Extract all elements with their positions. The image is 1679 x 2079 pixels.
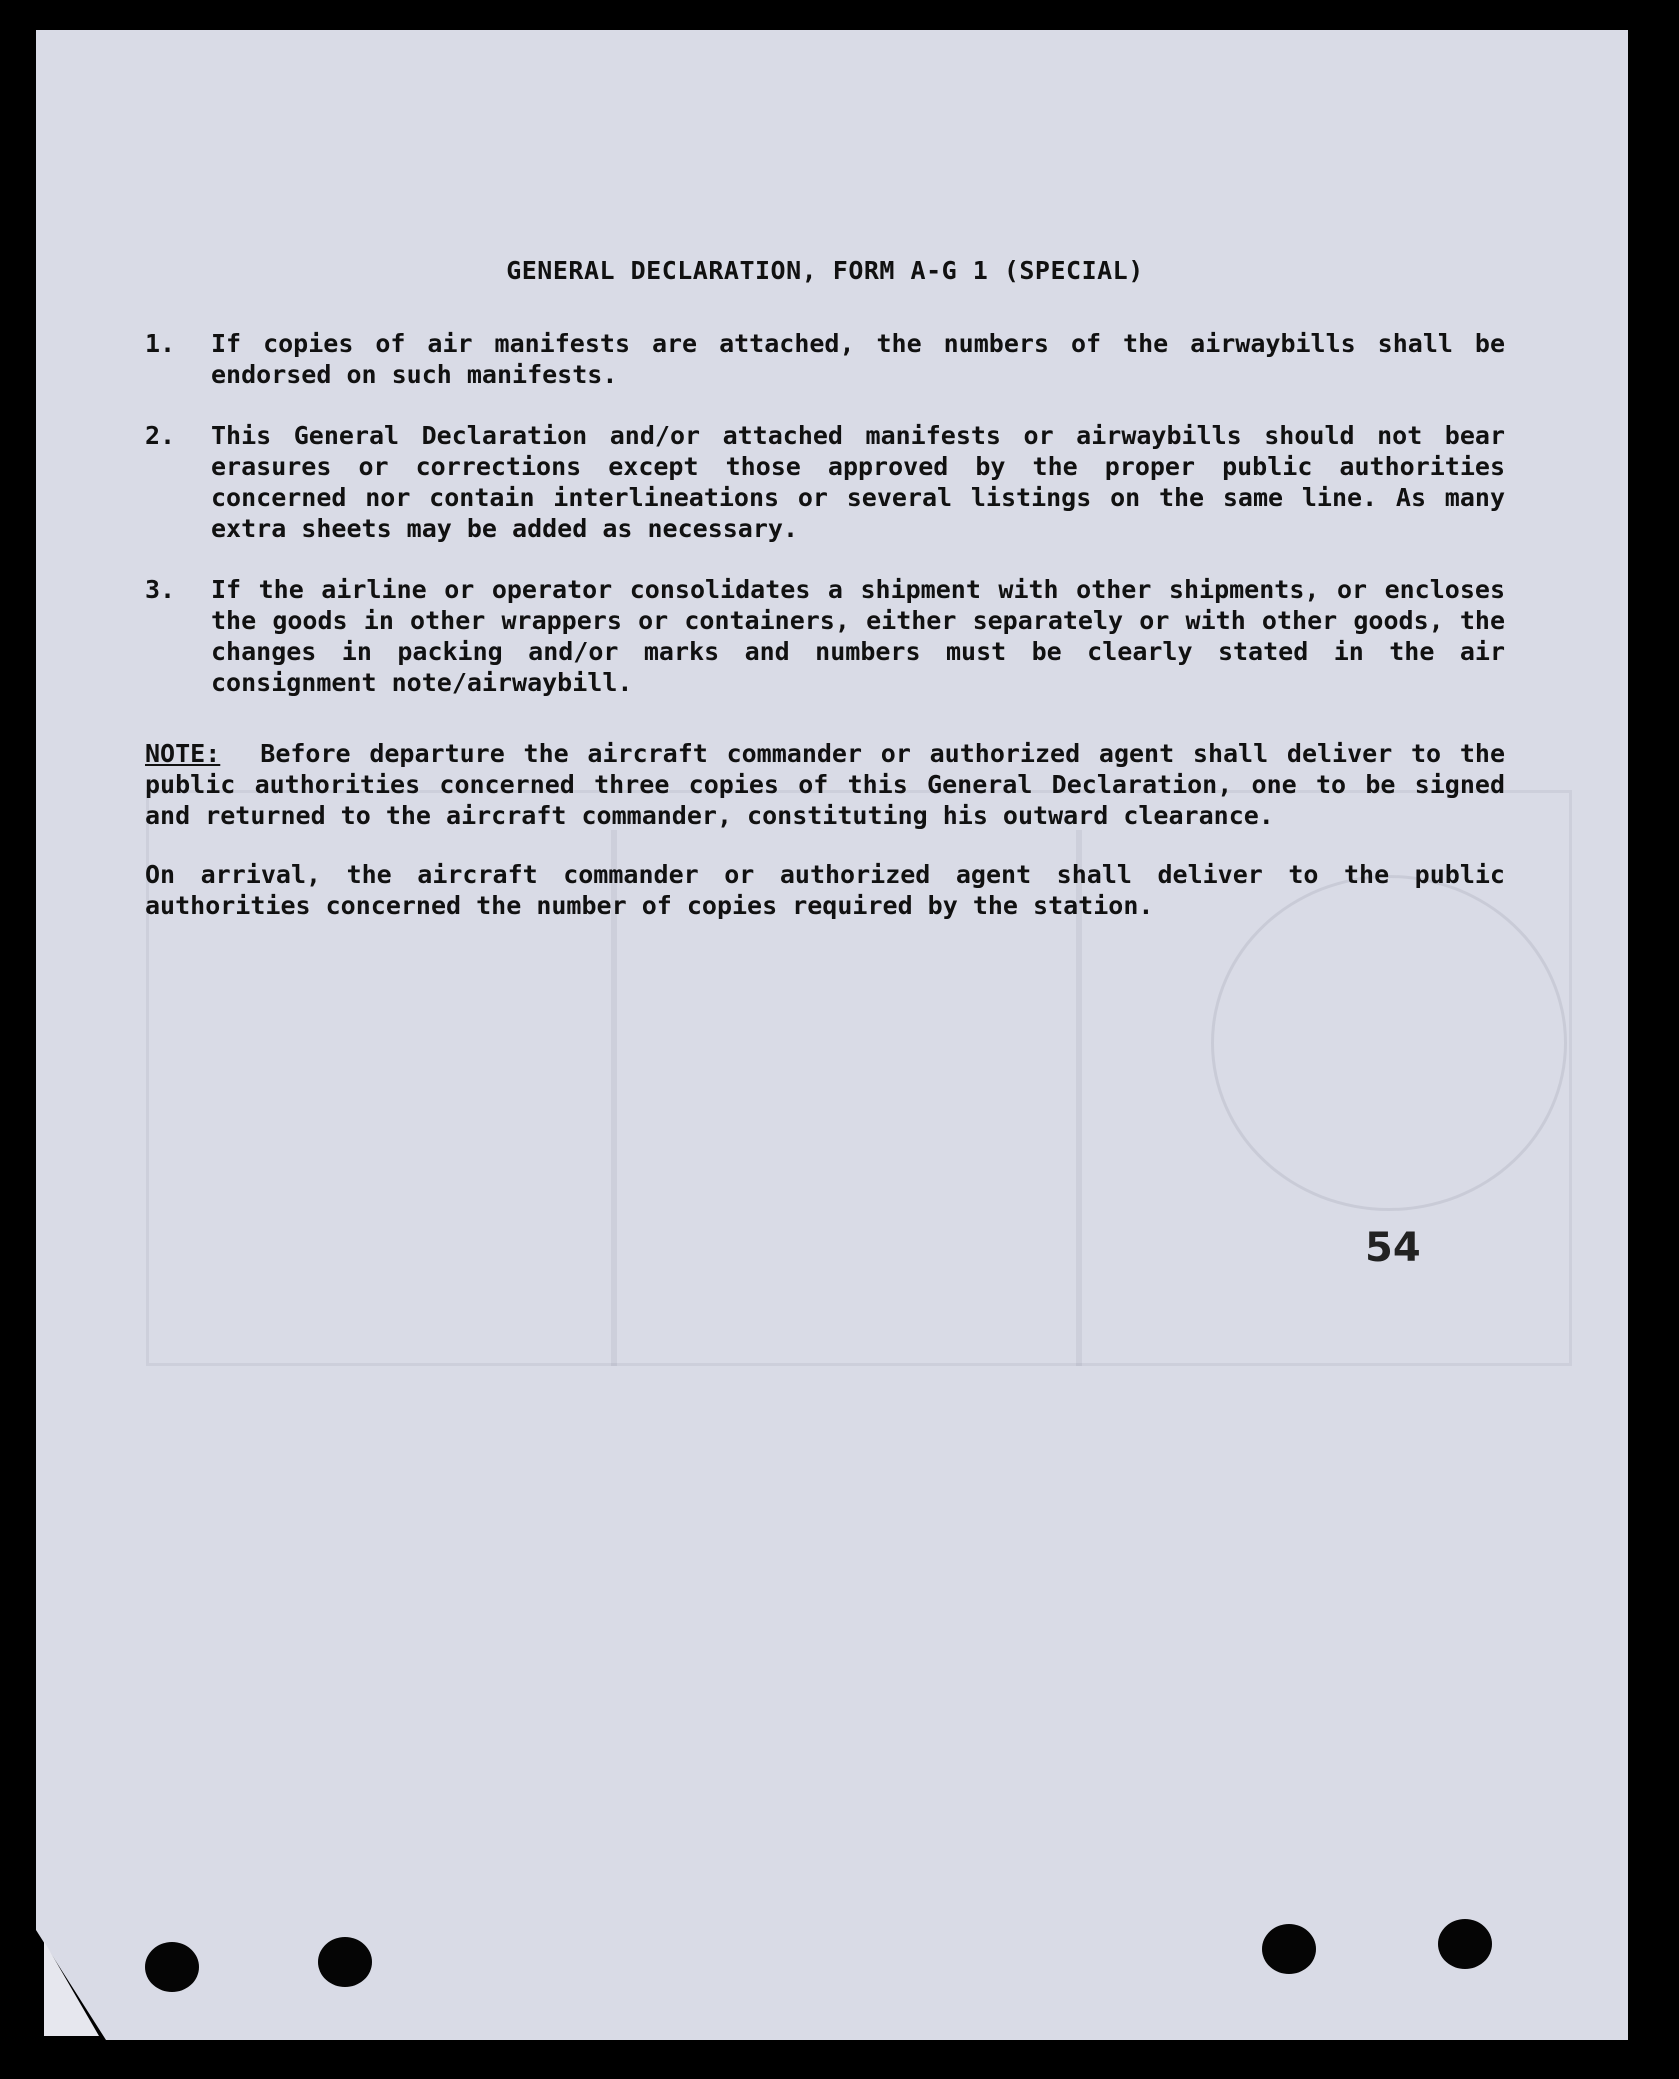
instruction-item-2 xyxy=(145,420,1505,544)
folded-corner-inner xyxy=(44,1941,99,2036)
punch-hole xyxy=(318,1937,372,1987)
declaration-instructions xyxy=(145,255,1505,921)
item-number: 2. xyxy=(145,421,176,450)
page-mark: 54 xyxy=(1365,1225,1421,1271)
item-text: If the airline or operator consolidates a shipment with other shipments, or encloses the goods in other wrappers or containers, either separately or with other goods, the changes in packing and/or marks and numbers must be clearly stated in the air consignment note/airwaybill. xyxy=(211,575,1505,697)
item-number: 1. xyxy=(145,329,176,358)
instruction-item-3 xyxy=(145,574,1505,698)
note-text: Before departure the aircraft commander or authorized agent shall deliver to the public authorities concerned three copies of this General Declaration, one to be signed and returned to the aircraft commander, constituting his outward clearance. xyxy=(145,739,1505,830)
arrival-paragraph: On arrival, the aircraft commander or authorized agent shall deliver to the public authorities concerned the number of copies required by the station. xyxy=(145,860,1505,920)
punch-hole xyxy=(145,1942,199,1992)
item-text: If copies of air manifests are attached, the numbers of the airwaybills shall be endorsed on such manifests. xyxy=(211,329,1505,389)
punch-hole xyxy=(1262,1924,1316,1974)
bleed-through-stamp xyxy=(1211,875,1567,1211)
instruction-item-1 xyxy=(145,328,1505,390)
item-number: 3. xyxy=(145,575,176,604)
punch-hole xyxy=(1438,1919,1492,1969)
page-title: GENERAL DECLARATION, FORM A-G 1 (SPECIAL) xyxy=(506,256,1144,285)
item-text: This General Declaration and/or attached manifests or airwaybills should not bear erasures or corrections except those approved by the proper public authorities concerned nor contain interlineations or several listings on the same line. As many extra sheets may be added as necessary. xyxy=(211,421,1505,543)
note-label: NOTE: xyxy=(145,739,221,768)
note-paragraph xyxy=(145,738,1505,831)
